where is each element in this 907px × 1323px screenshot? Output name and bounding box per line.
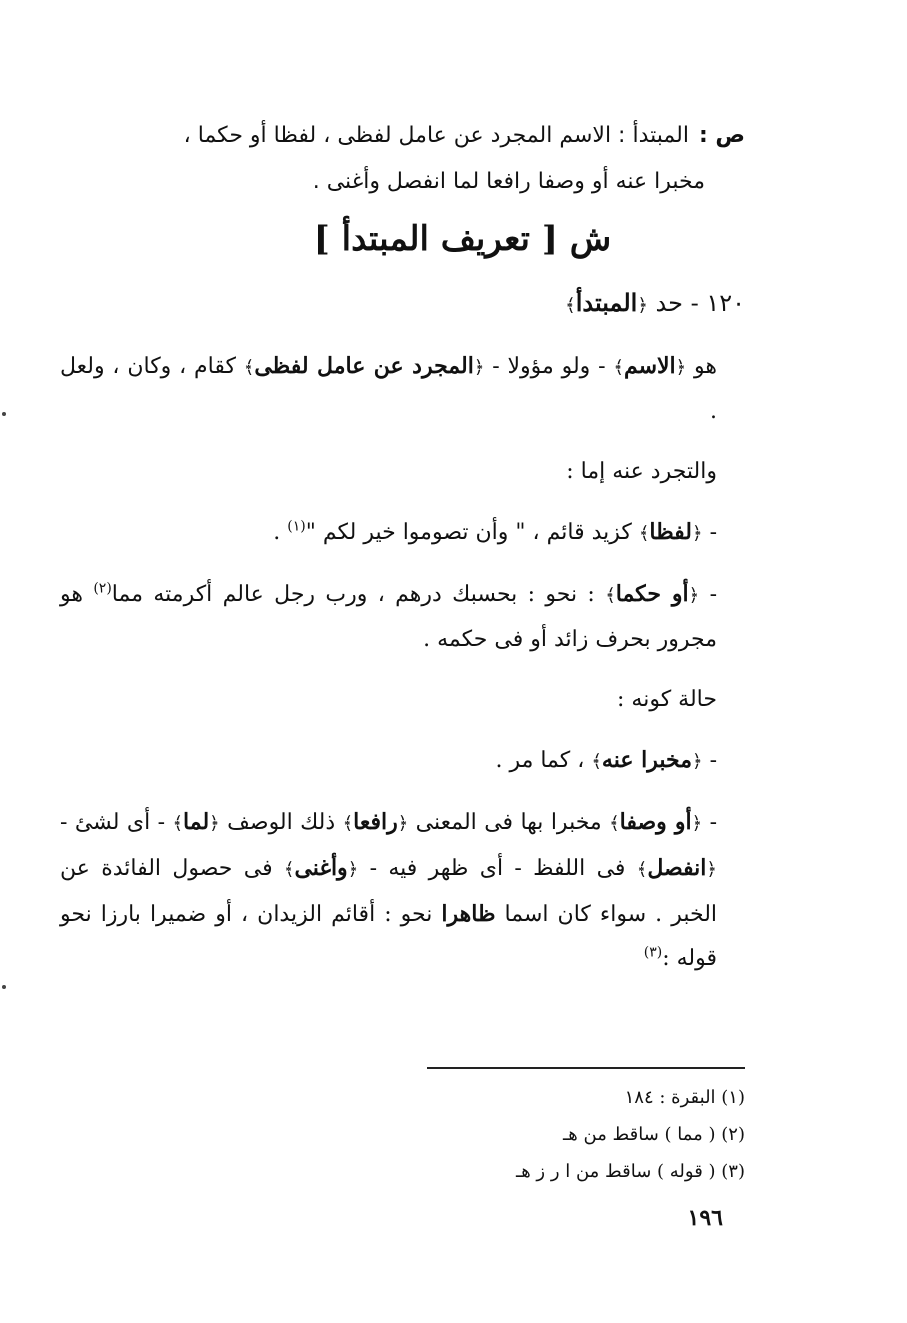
bracket-open-icon: ﴿ [347, 859, 359, 880]
bold-term: ظاهرا [441, 901, 496, 927]
footnote-2: (٢) ( مما ) ساقط من هـ [563, 1124, 745, 1145]
scan-speck [2, 985, 6, 989]
bracket-open-icon: ﴿ [692, 751, 703, 772]
bold-term: وأغنى [294, 855, 348, 881]
bracket-open-icon: ﴿ [675, 357, 687, 378]
book-page [60, 105, 745, 1285]
section-term: المبتدأ [575, 288, 638, 317]
text-span: - [709, 582, 718, 607]
bold-term: الاسم [623, 353, 676, 379]
bracket-open-icon: ﴿ [397, 813, 409, 834]
footnote-ref: (٣) [643, 944, 663, 961]
bracket-close-icon: ﴾ [172, 813, 184, 834]
footnote-ref: (١) [287, 518, 306, 535]
bracket-close-icon: ﴾ [609, 813, 620, 834]
bold-term: لما [183, 809, 210, 835]
footnote-ref: (٢) [93, 580, 112, 597]
text-span: - أى لشئ - [60, 810, 166, 835]
text-span: ، كما مر . [495, 748, 585, 773]
paragraph-tajarrud: والتجرد عنه إما : [566, 459, 717, 484]
bracket-close-icon: ﴾ [613, 357, 624, 378]
bold-term: مخبرا عنه [601, 747, 693, 773]
bracket-open-icon: ﴿ [691, 813, 703, 834]
text-span: ذلك الوصف [227, 810, 336, 835]
text-span: مخبرا بها فى المعنى [415, 810, 602, 835]
text-span: فى اللفظ - أى ظهر فيه - [369, 856, 626, 881]
bracket-open-icon: ﴿ [209, 813, 220, 834]
text-span: كقام ، وكان ، ولعل . [60, 354, 717, 424]
bracket-close-icon: ﴾ [605, 585, 616, 606]
text-span: - ولو مؤولا - [492, 354, 606, 379]
bold-term: رافعا [353, 809, 398, 835]
bracket-open-icon: ﴿ [692, 523, 703, 544]
sharh-heading: ش [ تعريف المبتدأ ] [313, 219, 612, 259]
text-span: . [273, 520, 281, 545]
paragraph-wasf [60, 800, 745, 981]
paragraph-mukhbar [60, 738, 745, 784]
text-span: - [709, 810, 717, 835]
text-span: كزيد قائم ، " وأن تصوموا خير لكم " [305, 520, 632, 545]
text-span: - [709, 748, 717, 773]
paragraph-lafzan [60, 510, 745, 556]
text-span: : نحو : بحسبك درهم ، ورب رجل عالم أكرمته مما [111, 582, 595, 607]
section-title [60, 283, 745, 326]
matn-line-1: المبتدأ : الاسم المجرد عن عامل لفظى ، لفظا أو حكما ، [183, 123, 689, 148]
bold-term: المجرد عن عامل لفظى [254, 353, 474, 379]
text-span: - [709, 520, 717, 545]
section-number: ١٢٠ - حد [655, 289, 745, 317]
matn-line-2: مخبرا عنه أو وصفا رافعا لما انفصل وأغنى . [312, 169, 705, 194]
bold-term: أو حكما [615, 581, 689, 607]
footnote-1: (١) البقرة : ١٨٤ [624, 1087, 745, 1108]
bracket-close-icon: ﴾ [565, 295, 576, 316]
matn-text [60, 113, 745, 205]
bracket-open-icon: ﴿ [473, 357, 485, 378]
paragraph-definition [60, 344, 745, 434]
bracket-open-icon: ﴿ [637, 295, 648, 316]
bracket-close-icon: ﴾ [638, 523, 650, 544]
text-span: فى حصول الفائدة عن الخبر . سواء كان اسما [60, 856, 718, 927]
text-span: نحو : أقائم الزيدان ، أو ضميرا بارزا نحو قوله : [60, 902, 717, 971]
bracket-close-icon: ﴾ [591, 751, 602, 772]
page-number: ١٩٦ [687, 1205, 723, 1231]
footnotes [325, 1079, 745, 1190]
bracket-close-icon: ﴾ [243, 357, 255, 378]
paragraph-hukman [60, 572, 745, 662]
text-span: هو مجرور بحرف زائد أو فى حكمه . [60, 582, 717, 652]
bracket-open-icon: ﴿ [688, 585, 700, 606]
text-span: هو [694, 354, 718, 379]
bracket-open-icon: ﴿ [706, 859, 717, 880]
bracket-close-icon: ﴾ [283, 859, 295, 880]
bracket-close-icon: ﴾ [636, 859, 648, 880]
bold-term: انفصل [647, 855, 707, 881]
bracket-close-icon: ﴾ [342, 813, 354, 834]
matn-label: ص : [698, 123, 745, 148]
footnote-3: (٣) ( قوله ) ساقط من ا ر ز هـ [515, 1161, 745, 1182]
paragraph-hala: حالة كونه : [617, 687, 717, 712]
scan-speck [2, 412, 6, 416]
footnote-divider [427, 1067, 745, 1069]
bold-term: أو وصفا [619, 809, 692, 835]
bold-term: لفظا [649, 519, 693, 545]
